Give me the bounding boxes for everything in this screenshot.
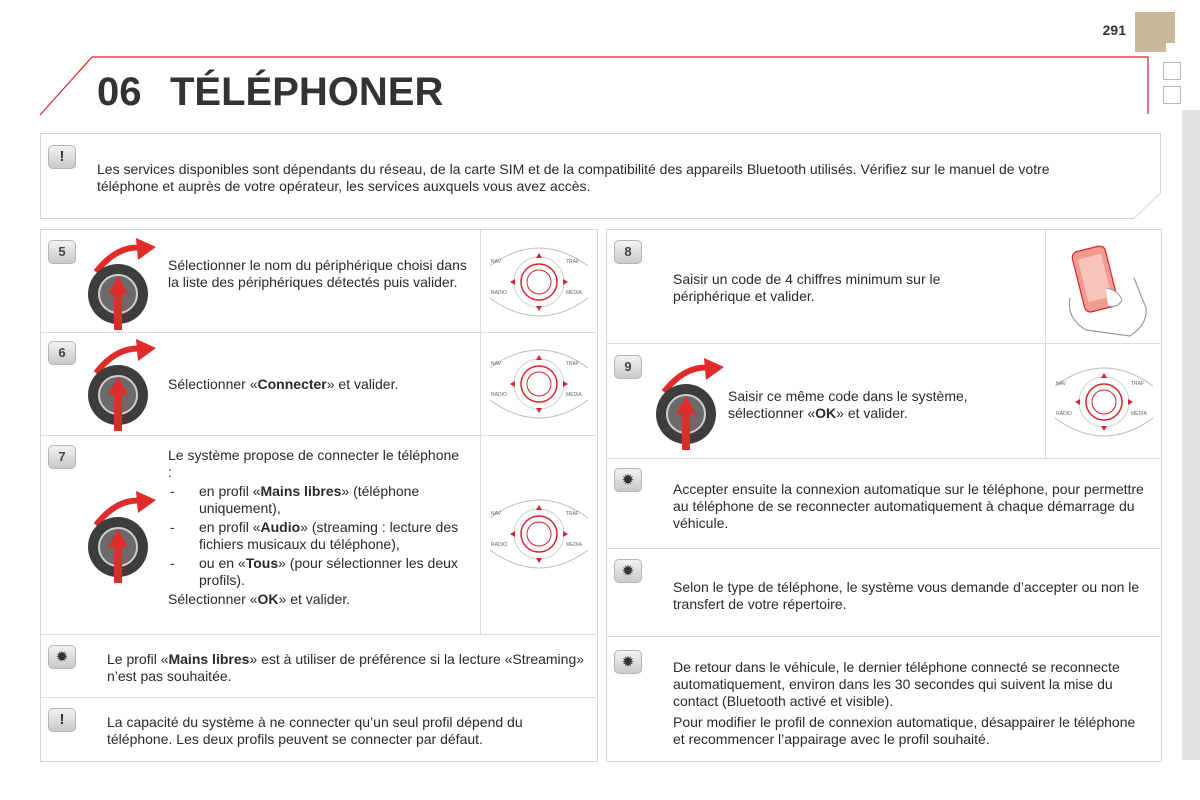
list-item: - en profil «Audio» (streaming : lecture des fichiers musicaux du téléphone), — [168, 519, 466, 553]
tip-lightbulb-icon: ✹ — [614, 559, 642, 583]
exclamation-icon: ! — [48, 145, 76, 169]
tip-directory-text: Selon le type de téléphone, le système vous demande d’accepter ou non le transfert de votre répertoire. — [673, 579, 1140, 612]
controller-label-nav: NAV — [491, 511, 501, 517]
tip-reconnect-p2: Pour modifier le profil de connexion automatique, désappairer le téléphone et recommencer l’appairage avec le profil souhaité. — [673, 714, 1136, 747]
controller-label-traf: TRAF — [566, 511, 580, 517]
tip-lightbulb-icon: ✹ — [614, 468, 642, 492]
page-number: 291 — [1102, 22, 1126, 38]
step-7-outro: Sélectionner «OK» et valider. — [168, 591, 351, 607]
controller-label-nav: NAV — [491, 361, 501, 367]
right-panel-divider — [1045, 230, 1046, 343]
rotary-knob-icon — [646, 352, 728, 452]
controller-label-radio: RADIO — [491, 542, 507, 548]
step-6-text: Sélectionner «Connecter» et valider. — [168, 376, 399, 392]
controller-label-media: MEDIA — [566, 290, 582, 296]
chapter-number: 06 — [97, 70, 142, 114]
tip-auto-connect-text: Accepter ensuite la connexion automatique sur le téléphone, pour permettre au téléphone de se reconnecter automatiquement à chaque démarrage du véhicule. — [673, 481, 1144, 531]
controller-label-media: MEDIA — [1131, 411, 1147, 417]
controller-label-radio: RADIO — [491, 392, 507, 398]
controller-diagram-icon — [1051, 352, 1157, 452]
page-edge-strip — [1182, 110, 1200, 760]
step-7-badge: 7 — [48, 445, 76, 469]
right-panel-divider — [1045, 344, 1046, 458]
rotary-knob-icon — [78, 232, 160, 332]
intro-note-text: Les services disponibles sont dépendants du réseau, de la carte SIM et de la compatibilité des appareils Bluetooth utilisés. Vérifiez sur le manuel de votre téléphone et auprès de votre opérateur, les services auxquels vous avez accès. — [97, 161, 1050, 194]
controller-label-nav: NAV — [1056, 381, 1066, 387]
list-item: - ou en «Tous» (pour sélectionner les deux profils). — [168, 555, 466, 589]
controller-label-traf: TRAF — [1131, 381, 1145, 387]
step-5-badge: 5 — [48, 240, 76, 264]
step-7-intro: Le système propose de connecter le téléphone : — [168, 447, 460, 480]
step-6-badge: 6 — [48, 341, 76, 365]
controller-label-radio: RADIO — [491, 290, 507, 296]
controller-label-traf: TRAF — [566, 259, 580, 265]
rotary-knob-icon — [78, 485, 160, 585]
list-item: - en profil «Mains libres» (téléphone uniquement), — [168, 483, 466, 517]
controller-diagram-icon — [486, 236, 592, 328]
step-9-badge: 9 — [614, 355, 642, 379]
controller-label-media: MEDIA — [566, 392, 582, 398]
tip-reconnect-p1: De retour dans le véhicule, le dernier téléphone connecté se reconnecte automatiquement, environ dans les 30 secondes qui suivent la mise du contact (Bluetooth activé et visible). — [673, 659, 1120, 709]
controller-diagram-icon — [486, 488, 592, 580]
step-8-badge: 8 — [614, 240, 642, 264]
smartphone-hand-icon — [1060, 238, 1152, 338]
step-7-text — [168, 447, 466, 608]
step-5-text: Sélectionner le nom du périphérique choisi dans la liste des périphériques détectés puis valider. — [168, 257, 467, 290]
step-7-options — [168, 483, 466, 589]
rotary-knob-icon — [78, 333, 160, 433]
controller-label-media: MEDIA — [566, 542, 582, 548]
controller-label-traf: TRAF — [566, 361, 580, 367]
tip-lightbulb-icon: ✹ — [614, 650, 642, 674]
controller-label-nav: NAV — [491, 259, 501, 265]
step-9-text: Saisir ce même code dans le système, sélectionner «OK» et valider. — [728, 388, 968, 421]
warning-profile-text: La capacité du système à ne connecter qu’un seul profil dépend du téléphone. Les deux profils peuvent se connecter par défaut. — [107, 714, 523, 747]
controller-diagram-icon — [486, 338, 592, 430]
tip-mains-libres-text: Le profil «Mains libres» est à utiliser de préférence si la lecture «Streaming» n’est pas souhaitée. — [107, 651, 585, 684]
tip-reconnect-text — [673, 659, 1149, 748]
controller-label-radio: RADIO — [1056, 411, 1072, 417]
left-panel-divider — [480, 230, 481, 634]
page-title: TÉLÉPHONER — [170, 70, 444, 114]
tip-lightbulb-icon: ✹ — [48, 645, 76, 669]
exclamation-icon: ! — [48, 708, 76, 732]
step-8-text: Saisir un code de 4 chiffres minimum sur le périphérique et valider. — [673, 271, 941, 304]
